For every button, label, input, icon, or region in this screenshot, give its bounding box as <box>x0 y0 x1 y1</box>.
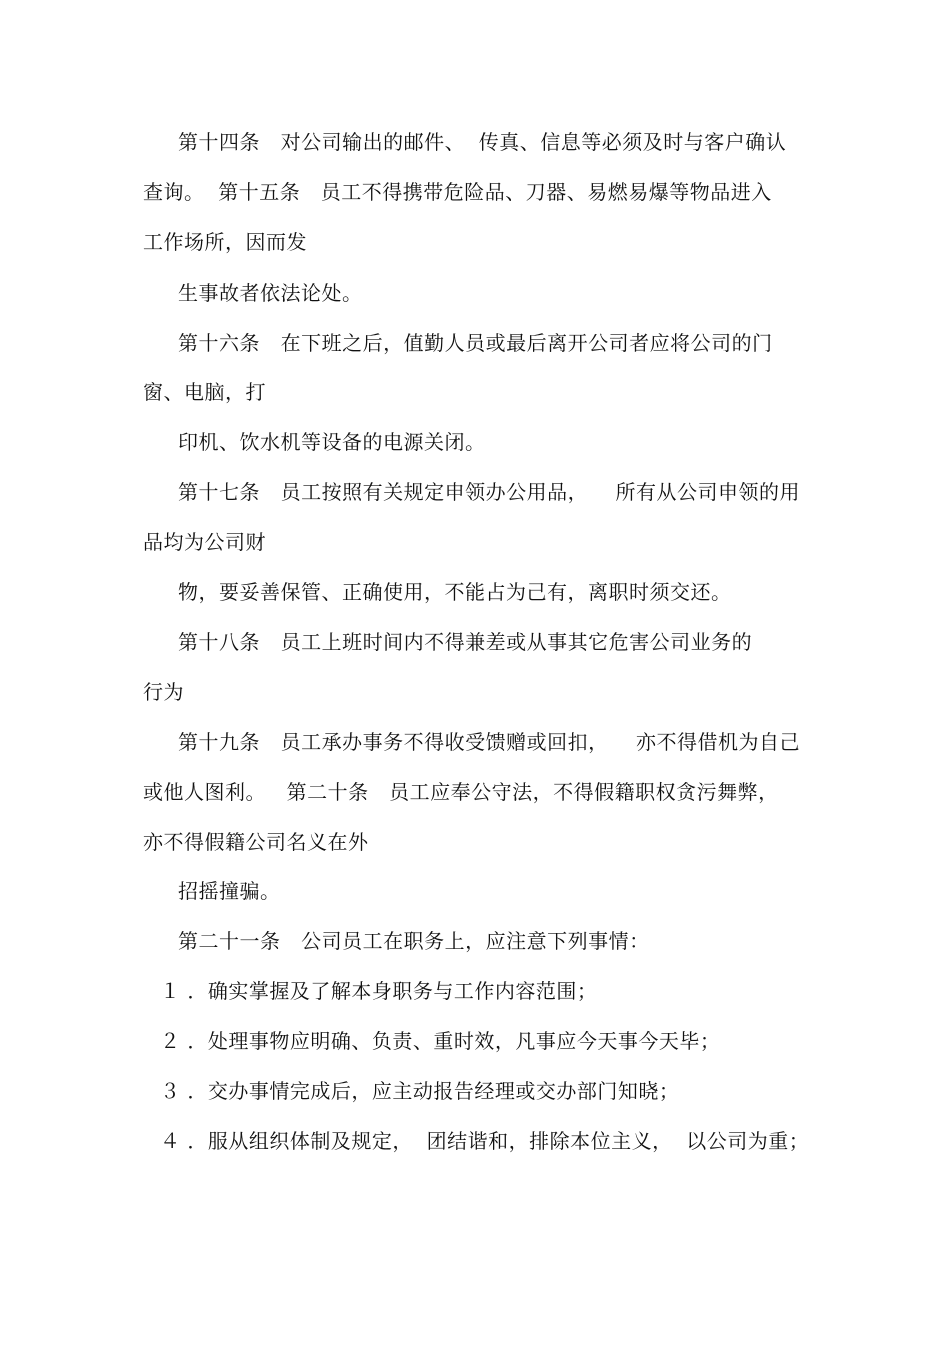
text-line-article-15: 查询。 第十五条 员工不得携带危险品、刀器、易燃易爆等物品进入 <box>143 180 772 204</box>
text-line-article-20: 或他人图利。 第二十条 员工应奉公守法，不得假籍职权贪污舞弊， <box>143 780 779 804</box>
text-line: 品均为公司财 <box>143 530 266 554</box>
text-line-article-19: 第十九条 员工承办事务不得收受馈赠或回扣， 亦不得借机为自己 <box>178 730 801 754</box>
text-line: 印机、饮水机等设备的电源关闭。 <box>178 430 486 454</box>
text-line: 工作场所，因而发 <box>143 230 307 254</box>
text-line-article-14: 第十四条 对公司输出的邮件、 传真、信息等必须及时与客户确认 <box>178 130 787 154</box>
text-line-article-16: 第十六条 在下班之后，值勤人员或最后离开公司者应将公司的门 <box>178 331 773 355</box>
text-line: 亦不得假籍公司名义在外 <box>143 830 369 854</box>
text-line-article-21: 第二十一条 公司员工在职务上，应注意下列事情： <box>178 929 650 953</box>
text-line: 行为 <box>143 680 184 704</box>
list-item-4: ４ ．服从组织体制及规定， 团结谐和，排除本位主义， 以公司为重； <box>160 1129 810 1153</box>
text-line-article-17: 第十七条 员工按照有关规定申领办公用品， 所有从公司申领的用 <box>178 480 801 504</box>
list-item-2: ２ ．处理事物应明确、负责、重时效，凡事应今天事今天毕； <box>160 1029 721 1053</box>
text-line: 招摇撞骗。 <box>178 879 281 903</box>
text-line: 窗、电脑，打 <box>143 380 266 404</box>
list-item-3: ３ ．交办事情完成后，应主动报告经理或交办部门知晓； <box>160 1079 680 1103</box>
text-line: 物，要妥善保管、正确使用，不能占为己有，离职时须交还。 <box>178 580 732 604</box>
list-item-1: １ ．确实掌握及了解本身职务与工作内容范围； <box>160 979 598 1003</box>
text-line: 生事故者依法论处。 <box>178 281 363 305</box>
text-line-article-18: 第十八条 员工上班时间内不得兼差或从事其它危害公司业务的 <box>178 630 753 654</box>
